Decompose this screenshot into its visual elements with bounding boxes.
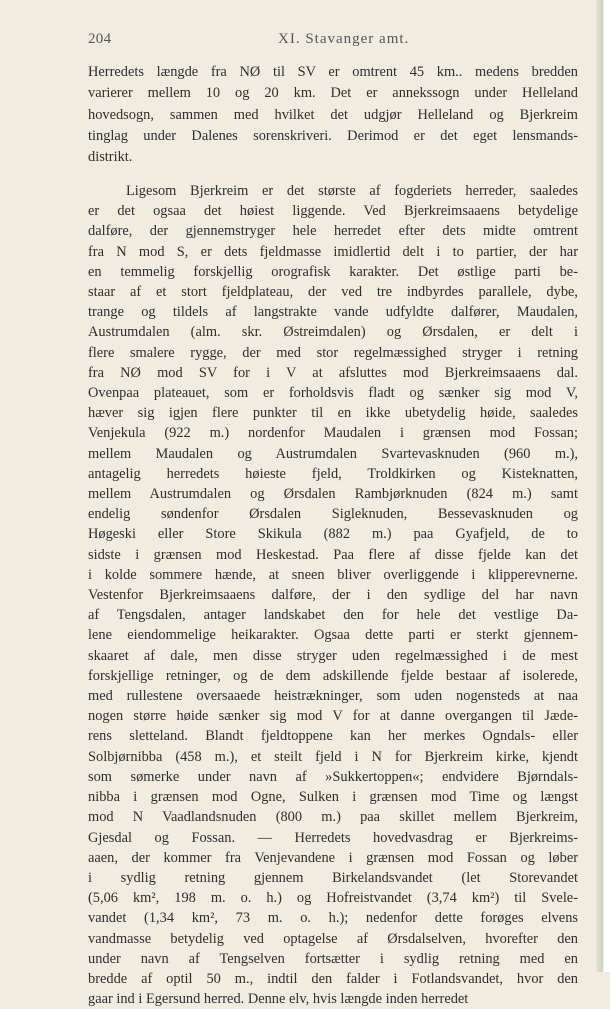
text-line: forskjellige retninger, og de dem adskillende fjelde bestaar af isolerede,: [88, 667, 578, 684]
text-line: varierer mellem 10 og 20 km. Det er annekssogn under Helleland: [88, 85, 578, 102]
text-line: trange og tildels af langstrakte vande udfyldte dalfører, Maudalen,: [88, 304, 578, 321]
text-line: fra NØ mod SV for i V at afsluttes mod Bjerkreimsaaens dal.: [88, 364, 578, 381]
running-title: XI. Stavanger amt.: [278, 31, 410, 47]
text-line: Ligesom Bjerkreim er det største af fogderiets herreder, saaledes: [126, 183, 578, 199]
text-line: Venjekula (922 m.) nordenfor Maudalen i grænsen mod Fossan;: [88, 425, 578, 442]
text-line: nibba i grænsen mod Ogne, Sulken i grænsen mod Time og længst: [88, 789, 578, 806]
text-line: en temmelig forskjellig orografisk karakter. Det østlige parti be-: [88, 263, 578, 280]
text-line: mellem Maudalen og Austrumdalen Svartevasknuden (960 m.),: [88, 445, 578, 462]
text-line: Vestenfor Bjerkreimsaaens dalføre, der i den sydlige del har navn: [88, 587, 578, 604]
text-line: tinglag under Dalenes sorenskriveri. Derimod er det eget lensmands-: [88, 127, 578, 144]
text-line: nogen større høide sænker sig mod V for at danne overgangen til Jæde-: [88, 708, 578, 725]
text-line: (5,06 km², 198 m. o. h.) og Hofreistvandet (3,74 km²) til Svele-: [88, 890, 578, 907]
text-line: med rullestene oversaaede heistrækninger, som uden nogensteds at naa: [88, 688, 578, 705]
text-line: mod N Vaadlandsnuden (800 m.) paa skillet mellem Bjerkreim,: [88, 809, 578, 826]
text-line: staar af et stort fjeldplateau, der ved tre indbyrdes parallele, dybe,: [88, 284, 578, 301]
text-line: vandmasse betydelig ved optagelse af Ørsdalselven, hvorefter den: [88, 930, 578, 947]
text-line: rens sletteland. Blandt fjeldtoppene kan her merkes Ogndals- eller: [88, 728, 578, 745]
text-line: antagelig herredets høieste fjeld, Troldkirken og Kisteknatten,: [88, 465, 578, 482]
text-line: Høgeski eller Store Skikula (882 m.) paa Gyafjeld, de to: [88, 526, 578, 543]
text-line: skaaret af dale, men disse stryger uden regelmæssighed i de mest: [88, 647, 578, 664]
page-header: [88, 27, 586, 49]
paragraph-1: [88, 62, 578, 168]
text-line: bredde af optil 50 m., indtil den falder i Fotlandsvandet, hvor den: [88, 970, 578, 987]
page-edge: [596, 0, 610, 972]
text-line: sidste i grænsen mod Heskestad. Paa flere af disse fjelde kan det: [88, 546, 578, 563]
text-line: Gjesdal og Fossan. — Herredets hovedvasdrag er Bjerkreims-: [88, 829, 578, 846]
text-line: dalføre, der gjennemstryger hele herredet efter dets midte omtrent: [88, 223, 578, 240]
text-line: fra N mod S, er dets fjeldmasse imidlertid delt i to partier, der har: [88, 243, 578, 260]
text-line: flere smalere rygge, der med stor regelmæssighed stryger i retning: [88, 344, 578, 361]
text-line: Herredets længde fra NØ til SV er omtrent 45 km.. medens bredden: [88, 64, 578, 80]
text-line: aaen, der kommer fra Venjevandene i grænsen mod Fossan og løber: [88, 849, 578, 866]
text-line: er det ogsaa det høiest liggende. Ved Bjerkreimsaaens betydelige: [88, 203, 578, 220]
text-line: gaar ind i Egersund herred. Denne elv, hvis længde inden herredet: [88, 991, 469, 1008]
text-line: vandet (1,34 km², 73 m. o. h.); nedenfor dette forøges elvens: [88, 910, 578, 927]
text-line: i sydlig retning gjennem Birkelandsvandet (let Storevandet: [88, 869, 578, 886]
text-line: Solbjørnibba (458 m.), et steilt fjeld i N for Bjerkreim kirke, kjendt: [88, 748, 578, 765]
paragraph-2: [88, 181, 578, 1009]
page-number: 204: [88, 31, 112, 47]
text-line: i kolde sommere hænde, at sneen bliver overliggende i klipperevnerne.: [88, 566, 578, 583]
text-line: hovedsogn, sammen med hvilket det udgjør Helleland og Bjerkreim: [88, 106, 578, 123]
text-line: mellem Austrumdalen og Ørsdalen Rambjørknuden (824 m.) samt: [88, 486, 578, 503]
text-line: som sømerke under navn af »Sukkertoppen«; endvidere Bjørndals-: [88, 768, 578, 785]
text-line: distrikt.: [88, 149, 133, 166]
text-line: endelig søndenfor Ørsdalen Sigleknuden, Bessevasknuden og: [88, 506, 578, 523]
text-line: lene eiendommelige heikarakter. Ogsaa dette parti er sterkt gjennem-: [88, 627, 578, 644]
text-line: Ovenpaa plateauet, som er forholdsvis fladt og sænker sig mod V,: [88, 385, 578, 402]
text-line: under navn af Tengselven fortsætter i sydlig retning med en: [88, 950, 578, 967]
text-line: Austrumdalen (alm. skr. Østreimdalen) og Ørsdalen, er delt i: [88, 324, 578, 341]
text-line: af Tengsdalen, antager landskabet den for hele det vestlige Da-: [88, 607, 578, 624]
text-line: hæver sig igjen flere punkter til en ikke ubetydelig høide, saaledes: [88, 405, 578, 422]
